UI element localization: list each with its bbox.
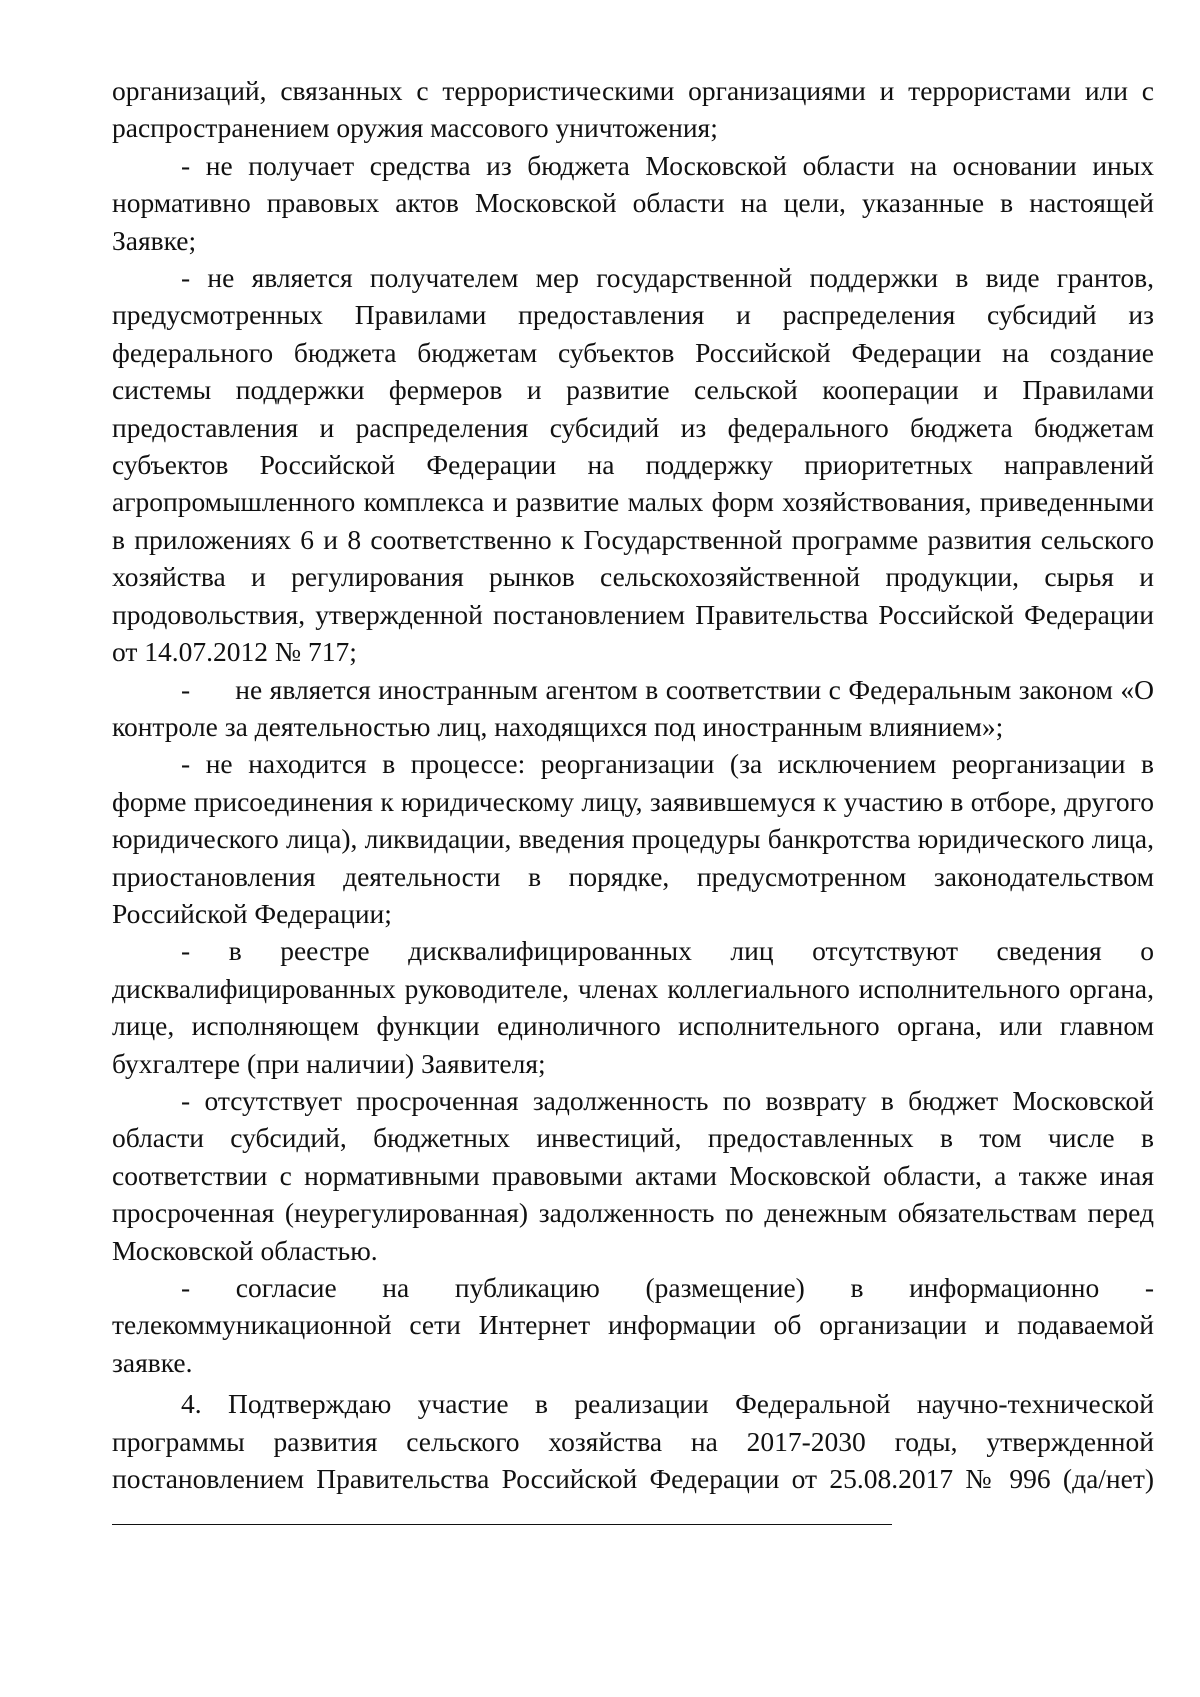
- item4-text: 4. Подтверждаю участие в реализации Федеральной научно-технической программы развития сельского хозяйства на 2017-2030 годы, утвержденной постановлением Правительства Российской Федерации от 25.08.2017 № 996: [112, 1388, 1154, 1495]
- paragraph-no-debt: - отсутствует просроченная задолженность по возврату в бюджет Московской области субсидий, бюджетных инвестиций, предоставленных в том числе в соответствии с нормативными правовыми актами Московской области, а также иная просроченная (неурегулированная) задолженность по денежным обязательствам перед Московской областью.: [112, 1084, 1154, 1266]
- document-body: [112, 72, 1154, 1535]
- paragraph-not-foreign-agent: - не является иностранным агентом в соответствии с Федеральным законом «О контроле за деятельностью лиц, находящихся под иностранным влиянием»;: [112, 673, 1154, 742]
- paragraph-continuation: организаций, связанных с террористическими организациями и террористами или с распространением оружия массового уничтожения;: [112, 75, 1154, 144]
- paragraph-no-disqualified: - в реестре дисквалифицированных лиц отсутствуют сведения о дисквалифицированных руководителе, членах коллегиального исполнительного органа, лице, исполняющем функции единоличного исполнительного органа, или главном бухгалтере (при наличии) Заявителя;: [112, 935, 1154, 1079]
- item4-answer-field[interactable]: [112, 1500, 892, 1525]
- item4-answer-label: (да/нет): [1062, 1463, 1155, 1495]
- paragraph-no-reorganization: - не находится в процессе: реорганизации (за исключением реорганизации в форме присоединения к юридическому лицу, заявившемуся к участию в отборе, другого юридического лица), ликвидации, введения процедуры банкротства юридического лица, приостановления деятельности в порядке, предусмотренном законодательством Российской Федерации;: [112, 748, 1154, 929]
- paragraph-item-4: [112, 1385, 1154, 1535]
- paragraph-publication-consent: - согласие на публикацию (размещение) в информационно - телекоммуникационной сети Интернет информации об организации и подаваемой заявке.: [112, 1272, 1154, 1378]
- paragraph-no-grants: - не является получателем мер государственной поддержки в виде грантов, предусмотренных Правилами предоставления и распределения субсидий из федерального бюджета бюджетам субъектов Российской Федерации на создание системы поддержки фермеров и развитие сельской кооперации и Правилами предоставления и распределения субсидий из федерального бюджета бюджетам субъектов Российской Федерации на поддержку приоритетных направлений агропромышленного комплекса и развитие малых форм хозяйствования, приведенными в приложениях 6 и 8 соответственно к Государственной программе развития сельского хозяйства и регулирования рынков сельскохозяйственной продукции, сырья и продовольствия, утвержденной постановлением Правительства Российской Федерации от 14.07.2012 № 717;: [112, 262, 1154, 668]
- paragraph-no-budget-funds: - не получает средства из бюджета Московской области на основании иных нормативно правовых актов Московской области на цели, указанные в настоящей Заявке;: [112, 149, 1154, 256]
